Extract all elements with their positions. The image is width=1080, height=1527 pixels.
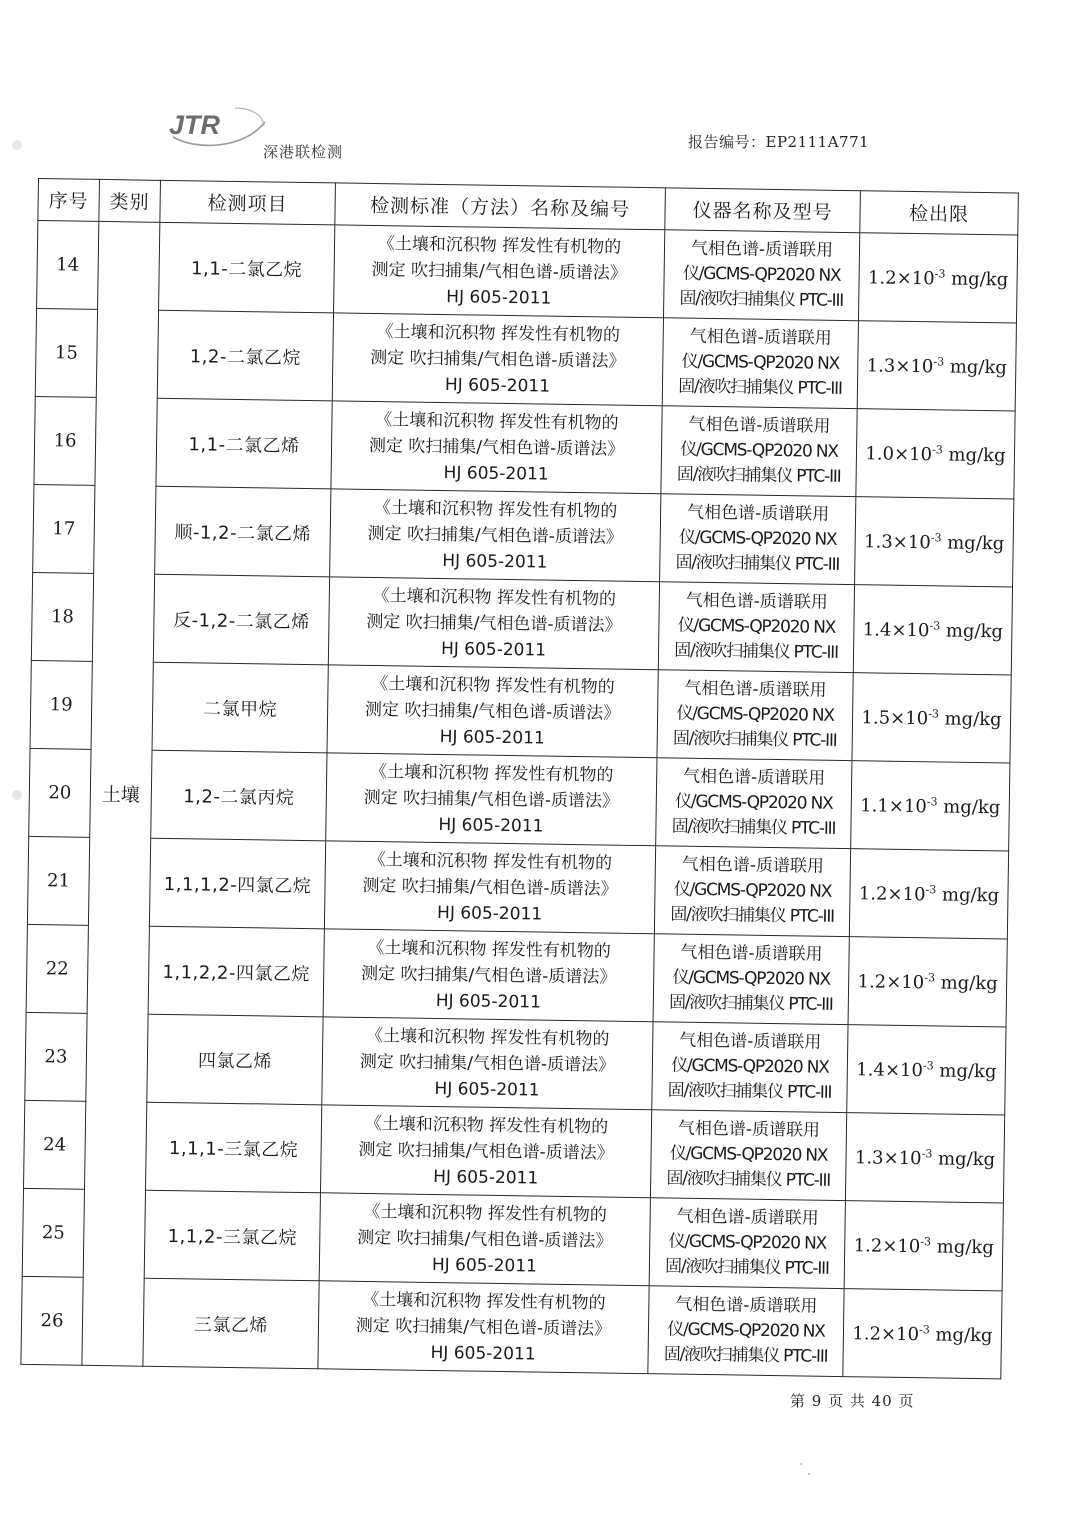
- company-name: 深港联检测: [263, 143, 344, 161]
- limit-exponent: -3: [928, 706, 940, 720]
- limit-base: ×10: [889, 707, 929, 729]
- col-header-item: 检测项目: [160, 180, 336, 225]
- limit-coefficient: 1.3: [854, 1146, 884, 1169]
- test-item: 三氯乙烯: [143, 1278, 319, 1369]
- limit-unit: mg/kg: [947, 532, 1005, 554]
- instrument-line-2: 仪/GCMS-QP2020 NX: [671, 1055, 829, 1078]
- instrument-cell: [650, 1110, 846, 1201]
- instrument-line-3: 固/液吹扫捕集仪 PTC-III: [667, 1080, 832, 1103]
- row-number: 23: [25, 1012, 87, 1101]
- limit-exponent: -3: [925, 882, 937, 896]
- limit-base: ×10: [883, 1147, 922, 1169]
- instrument-line-3: 固/液吹扫捕集仪 PTC-III: [678, 376, 842, 399]
- detection-limit: [857, 321, 1016, 411]
- method-line-2: 测定 吹扫捕集/气相色谱-质谱法》: [357, 1227, 613, 1252]
- method-line-1: 《土壤和沉积物 挥发性有机物的: [371, 673, 615, 698]
- limit-base: ×10: [882, 1235, 921, 1257]
- limit-unit: mg/kg: [945, 620, 1004, 642]
- page-number: 第 9 页 共 40 页: [790, 1392, 915, 1410]
- method-line-3: HJ 605-2011: [442, 550, 548, 573]
- instrument-line-3: 固/液吹扫捕集仪 PTC-III: [663, 1344, 828, 1367]
- method-cell: [322, 1017, 653, 1110]
- limit-unit: mg/kg: [940, 971, 998, 994]
- detection-limit-table: [20, 178, 1019, 1379]
- method-cell: [323, 929, 654, 1022]
- instrument-line-3: 固/液吹扫捕集仪 PTC-III: [668, 992, 833, 1015]
- limit-unit: mg/kg: [948, 444, 1006, 466]
- limit-exponent: -3: [918, 1322, 930, 1336]
- col-header-instrument: 仪器名称及型号: [665, 188, 861, 233]
- limit-base: ×10: [884, 1059, 924, 1081]
- method-cell: [330, 489, 661, 582]
- instrument-line-1: 气相色谱-质谱联用: [680, 942, 823, 965]
- method-line-2: 测定 吹扫捕集/气相色谱-质谱法》: [360, 963, 617, 988]
- method-line-1: 《土壤和沉积物 挥发性有机物的: [369, 761, 614, 786]
- method-line-2: 测定 吹扫捕集/气相色谱-质谱法》: [355, 1315, 612, 1340]
- test-item: 1,1,1-三氯乙烷: [145, 1102, 321, 1193]
- instrument-line-1: 气相色谱-质谱联用: [684, 678, 827, 701]
- limit-exponent: -3: [924, 970, 936, 984]
- method-cell: [319, 1193, 650, 1286]
- instrument-line-1: 气相色谱-质谱联用: [688, 414, 831, 437]
- detection-limit: [852, 673, 1011, 763]
- limit-unit: mg/kg: [937, 1147, 996, 1170]
- instrument-cell: [661, 406, 857, 497]
- table-row: [31, 572, 1012, 675]
- limit-coefficient: 1.2: [853, 1234, 883, 1257]
- table-row: [30, 660, 1011, 763]
- limit-coefficient: 1.2: [858, 882, 888, 905]
- test-item: 1,1,2,2-四氯乙烷: [148, 926, 324, 1017]
- instrument-cell: [649, 1198, 845, 1289]
- row-number: 17: [33, 484, 95, 573]
- instrument-line-1: 气相色谱-质谱联用: [685, 590, 828, 613]
- method-cell: [334, 225, 665, 318]
- test-item: 反-1,2-二氯乙烯: [153, 574, 329, 665]
- instrument-line-3: 固/液吹扫捕集仪 PTC-III: [671, 816, 836, 839]
- col-header-limit: 检出限: [860, 191, 1019, 235]
- limit-unit: mg/kg: [943, 795, 1001, 818]
- table-row: [26, 924, 1007, 1027]
- table-body: [21, 221, 1018, 1379]
- row-number: 16: [34, 396, 96, 485]
- instrument-line-2: 仪/GCMS-QP2020 NX: [680, 439, 838, 462]
- instrument-line-3: 固/液吹扫捕集仪 PTC-III: [679, 288, 844, 311]
- limit-coefficient: 1.5: [861, 706, 891, 729]
- instrument-cell: [648, 1286, 844, 1377]
- instrument-line-1: 气相色谱-质谱联用: [677, 1118, 821, 1141]
- instrument-cell: [662, 318, 858, 409]
- instrument-line-1: 气相色谱-质谱联用: [686, 502, 830, 525]
- method-line-2: 测定 吹扫捕集/气相色谱-质谱法》: [358, 1139, 614, 1164]
- method-line-3: HJ 605-2011: [433, 1166, 539, 1189]
- method-cell: [320, 1105, 651, 1198]
- limit-coefficient: 1.2: [852, 1322, 882, 1345]
- method-line-1: 《土壤和沉积物 挥发性有机物的: [376, 321, 621, 346]
- method-line-1: 《土壤和沉积物 挥发性有机物的: [364, 1113, 609, 1138]
- instrument-cell: [657, 670, 853, 761]
- instrument-line-3: 固/液吹扫捕集仪 PTC-III: [675, 552, 840, 575]
- limit-exponent: -3: [929, 618, 941, 632]
- report-number: 报告编号：EP2111A771: [688, 133, 870, 151]
- row-number: 18: [31, 572, 93, 661]
- instrument-line-1: 气相色谱-质谱联用: [690, 238, 834, 261]
- instrument-line-2: 仪/GCMS-QP2020 NX: [672, 967, 831, 990]
- table-row: [37, 221, 1018, 324]
- table-row: [35, 308, 1016, 411]
- limit-exponent: -3: [930, 530, 942, 544]
- row-number: 14: [37, 221, 99, 310]
- row-number: 22: [26, 924, 88, 1013]
- detection-limit: [858, 233, 1017, 323]
- method-line-2: 测定 吹扫捕集/气相色谱-质谱法》: [359, 1051, 616, 1076]
- instrument-line-1: 气相色谱-质谱联用: [675, 1294, 818, 1317]
- instrument-line-2: 仪/GCMS-QP2020 NX: [676, 703, 834, 726]
- limit-unit: mg/kg: [950, 268, 1009, 290]
- limit-base: ×10: [893, 443, 933, 465]
- instrument-line-2: 仪/GCMS-QP2020 NX: [678, 527, 837, 550]
- instrument-cell: [652, 1022, 848, 1113]
- method-line-2: 测定 吹扫捕集/气相色谱-质谱法》: [370, 347, 626, 372]
- method-line-2: 测定 吹扫捕集/气相色谱-质谱法》: [364, 699, 621, 724]
- instrument-line-3: 固/液吹扫捕集仪 PTC-III: [676, 464, 841, 487]
- method-line-1: 《土壤和沉积物 挥发性有机物的: [367, 937, 611, 962]
- method-line-3: HJ 605-2011: [438, 814, 544, 837]
- table-row: [22, 1188, 1003, 1291]
- table-row: [29, 748, 1010, 851]
- limit-exponent: -3: [933, 354, 945, 368]
- limit-coefficient: 1.4: [856, 1058, 886, 1081]
- test-item: 1,1,2-三氯乙烷: [144, 1190, 320, 1281]
- instrument-cell: [656, 758, 852, 849]
- limit-exponent: -3: [926, 794, 938, 808]
- table-row: [33, 484, 1014, 587]
- scan-speck: [800, 1463, 802, 1465]
- instrument-line-1: 气相色谱-质谱联用: [689, 326, 832, 349]
- instrument-line-3: 固/液吹扫捕集仪 PTC-III: [674, 640, 839, 663]
- detection-limit: [855, 497, 1014, 587]
- detection-limit: [856, 409, 1015, 499]
- method-cell: [327, 665, 658, 758]
- method-line-1: 《土壤和沉积物 挥发性有机物的: [363, 1201, 608, 1226]
- test-item: 四氯乙烯: [147, 1014, 323, 1105]
- detection-limit: [849, 849, 1008, 939]
- row-number: 26: [21, 1276, 83, 1365]
- limit-base: ×10: [891, 619, 930, 641]
- detection-limit: [851, 761, 1010, 851]
- method-line-3: HJ 605-2011: [446, 286, 552, 309]
- limit-coefficient: 1.1: [860, 794, 889, 817]
- instrument-cell: [660, 494, 856, 585]
- detection-limit: [844, 1201, 1003, 1291]
- table-row: [27, 836, 1008, 939]
- method-line-1: 《土壤和沉积物 挥发性有机物的: [377, 233, 622, 258]
- jtr-logo: [165, 104, 275, 154]
- limit-exponent: -3: [922, 1058, 934, 1072]
- instrument-line-3: 固/液吹扫捕集仪 PTC-III: [670, 904, 835, 927]
- limit-base: ×10: [895, 355, 934, 377]
- table-row: [25, 1012, 1006, 1115]
- limit-base: ×10: [896, 267, 935, 289]
- method-line-3: HJ 605-2011: [443, 462, 549, 485]
- method-line-2: 测定 吹扫捕集/气相色谱-质谱法》: [366, 611, 622, 636]
- table-row: [24, 1100, 1005, 1203]
- instrument-line-1: 气相色谱-质谱联用: [676, 1206, 819, 1229]
- instrument-line-2: 仪/GCMS-QP2020 NX: [674, 791, 833, 814]
- method-cell: [328, 577, 659, 670]
- test-item: 顺-1,2-二氯乙烯: [155, 486, 331, 577]
- instrument-cell: [658, 582, 854, 673]
- method-cell: [332, 313, 663, 406]
- method-line-2: 测定 吹扫捕集/气相色谱-质谱法》: [362, 875, 618, 900]
- limit-base: ×10: [887, 883, 926, 905]
- col-header-method: 检测标准（方法）名称及编号: [335, 183, 666, 230]
- method-line-3: HJ 605-2011: [439, 726, 545, 749]
- limit-unit: mg/kg: [944, 708, 1002, 730]
- instrument-line-2: 仪/GCMS-QP2020 NX: [681, 351, 840, 374]
- row-number: 24: [24, 1100, 86, 1189]
- limit-coefficient: 1.3: [863, 530, 893, 553]
- limit-base: ×10: [888, 795, 927, 817]
- method-line-1: 《土壤和沉积物 挥发性有机物的: [375, 409, 619, 434]
- row-number: 21: [27, 836, 89, 925]
- method-line-3: HJ 605-2011: [431, 1254, 538, 1277]
- row-number: 19: [30, 660, 92, 749]
- method-line-3: HJ 605-2011: [434, 1078, 540, 1101]
- limit-exponent: -3: [934, 266, 946, 280]
- instrument-cell: [653, 934, 849, 1025]
- instrument-line-2: 仪/GCMS-QP2020 NX: [673, 879, 832, 902]
- instrument-line-3: 固/液吹扫捕集仪 PTC-III: [672, 728, 837, 751]
- method-line-2: 测定 吹扫捕集/气相色谱-质谱法》: [371, 259, 627, 284]
- limit-base: ×10: [880, 1323, 920, 1345]
- method-line-3: HJ 605-2011: [436, 902, 543, 925]
- limit-coefficient: 1.2: [867, 266, 897, 289]
- col-header-no: 序号: [38, 179, 100, 222]
- method-line-2: 测定 吹扫捕集/气相色谱-质谱法》: [363, 787, 620, 812]
- limit-exponent: -3: [921, 1146, 933, 1160]
- detection-limit: [847, 1025, 1006, 1115]
- instrument-cell: [654, 846, 850, 937]
- limit-base: ×10: [886, 971, 925, 993]
- instrument-line-1: 气相色谱-质谱联用: [682, 766, 826, 789]
- method-line-1: 《土壤和沉积物 挥发性有机物的: [368, 849, 613, 874]
- logo-arc: [235, 108, 264, 126]
- limit-coefficient: 1.4: [862, 618, 892, 641]
- binding-hole: [12, 140, 22, 150]
- row-number: 25: [22, 1188, 84, 1277]
- method-line-3: HJ 605-2011: [440, 638, 547, 661]
- instrument-line-2: 仪/GCMS-QP2020 NX: [682, 263, 841, 286]
- instrument-line-2: 仪/GCMS-QP2020 NX: [667, 1319, 825, 1342]
- method-line-3: HJ 605-2011: [444, 374, 551, 397]
- instrument-cell: [663, 230, 859, 321]
- test-item: 1,2-二氯乙烷: [157, 310, 333, 401]
- method-line-1: 《土壤和沉积物 挥发性有机物的: [365, 1025, 610, 1050]
- row-number: 15: [35, 308, 97, 397]
- method-cell: [324, 841, 655, 934]
- method-line-2: 测定 吹扫捕集/气相色谱-质谱法》: [368, 435, 625, 460]
- row-number: 20: [29, 748, 91, 837]
- limit-unit: mg/kg: [935, 1323, 993, 1346]
- method-line-1: 《土壤和沉积物 挥发性有机物的: [373, 497, 618, 522]
- detection-limit: [848, 937, 1007, 1027]
- instrument-line-3: 固/液吹扫捕集仪 PTC-III: [666, 1168, 831, 1191]
- test-item: 1,1-二氯乙烯: [156, 398, 332, 489]
- limit-coefficient: 1.0: [865, 442, 895, 465]
- test-item: 二氯甲烷: [152, 662, 328, 753]
- col-header-category: 类别: [99, 179, 161, 222]
- limit-unit: mg/kg: [941, 883, 1000, 906]
- scan-speck: [808, 1473, 810, 1475]
- method-cell: [331, 401, 662, 494]
- limit-exponent: -3: [932, 442, 943, 456]
- test-item: 1,1,1,2-四氯乙烷: [149, 838, 325, 929]
- detection-limit: [843, 1289, 1002, 1379]
- instrument-line-3: 固/液吹扫捕集仪 PTC-III: [664, 1256, 829, 1279]
- instrument-line-2: 仪/GCMS-QP2020 NX: [669, 1143, 828, 1166]
- test-item: 1,2-二氯丙烷: [151, 750, 327, 841]
- instrument-line-1: 气相色谱-质谱联用: [681, 854, 825, 877]
- method-line-1: 《土壤和沉积物 挥发性有机物的: [372, 585, 617, 610]
- method-line-3: HJ 605-2011: [435, 990, 541, 1013]
- limit-coefficient: 1.3: [866, 354, 896, 377]
- limit-unit: mg/kg: [949, 356, 1008, 378]
- table-row: [34, 396, 1015, 499]
- logo-text: JTR: [169, 110, 221, 140]
- limit-base: ×10: [892, 531, 931, 553]
- binding-hole: [12, 790, 22, 800]
- limit-unit: mg/kg: [939, 1059, 997, 1082]
- instrument-line-1: 气相色谱-质谱联用: [679, 1030, 822, 1053]
- category-cell: 土壤: [82, 221, 160, 1366]
- method-cell: [326, 753, 657, 846]
- method-line-1: 《土壤和沉积物 挥发性有机物的: [362, 1289, 606, 1314]
- method-cell: [318, 1281, 649, 1374]
- detection-limit: [845, 1113, 1004, 1203]
- detection-limit: [853, 585, 1012, 675]
- limit-unit: mg/kg: [936, 1235, 994, 1258]
- limit-exponent: -3: [920, 1234, 932, 1248]
- table-row: [21, 1276, 1002, 1379]
- instrument-line-2: 仪/GCMS-QP2020 NX: [677, 615, 836, 638]
- limit-coefficient: 1.2: [857, 970, 887, 993]
- method-line-3: HJ 605-2011: [430, 1342, 536, 1365]
- instrument-line-2: 仪/GCMS-QP2020 NX: [668, 1231, 827, 1254]
- method-line-2: 测定 吹扫捕集/气相色谱-质谱法》: [367, 523, 624, 548]
- test-item: 1,1-二氯乙烷: [159, 222, 335, 313]
